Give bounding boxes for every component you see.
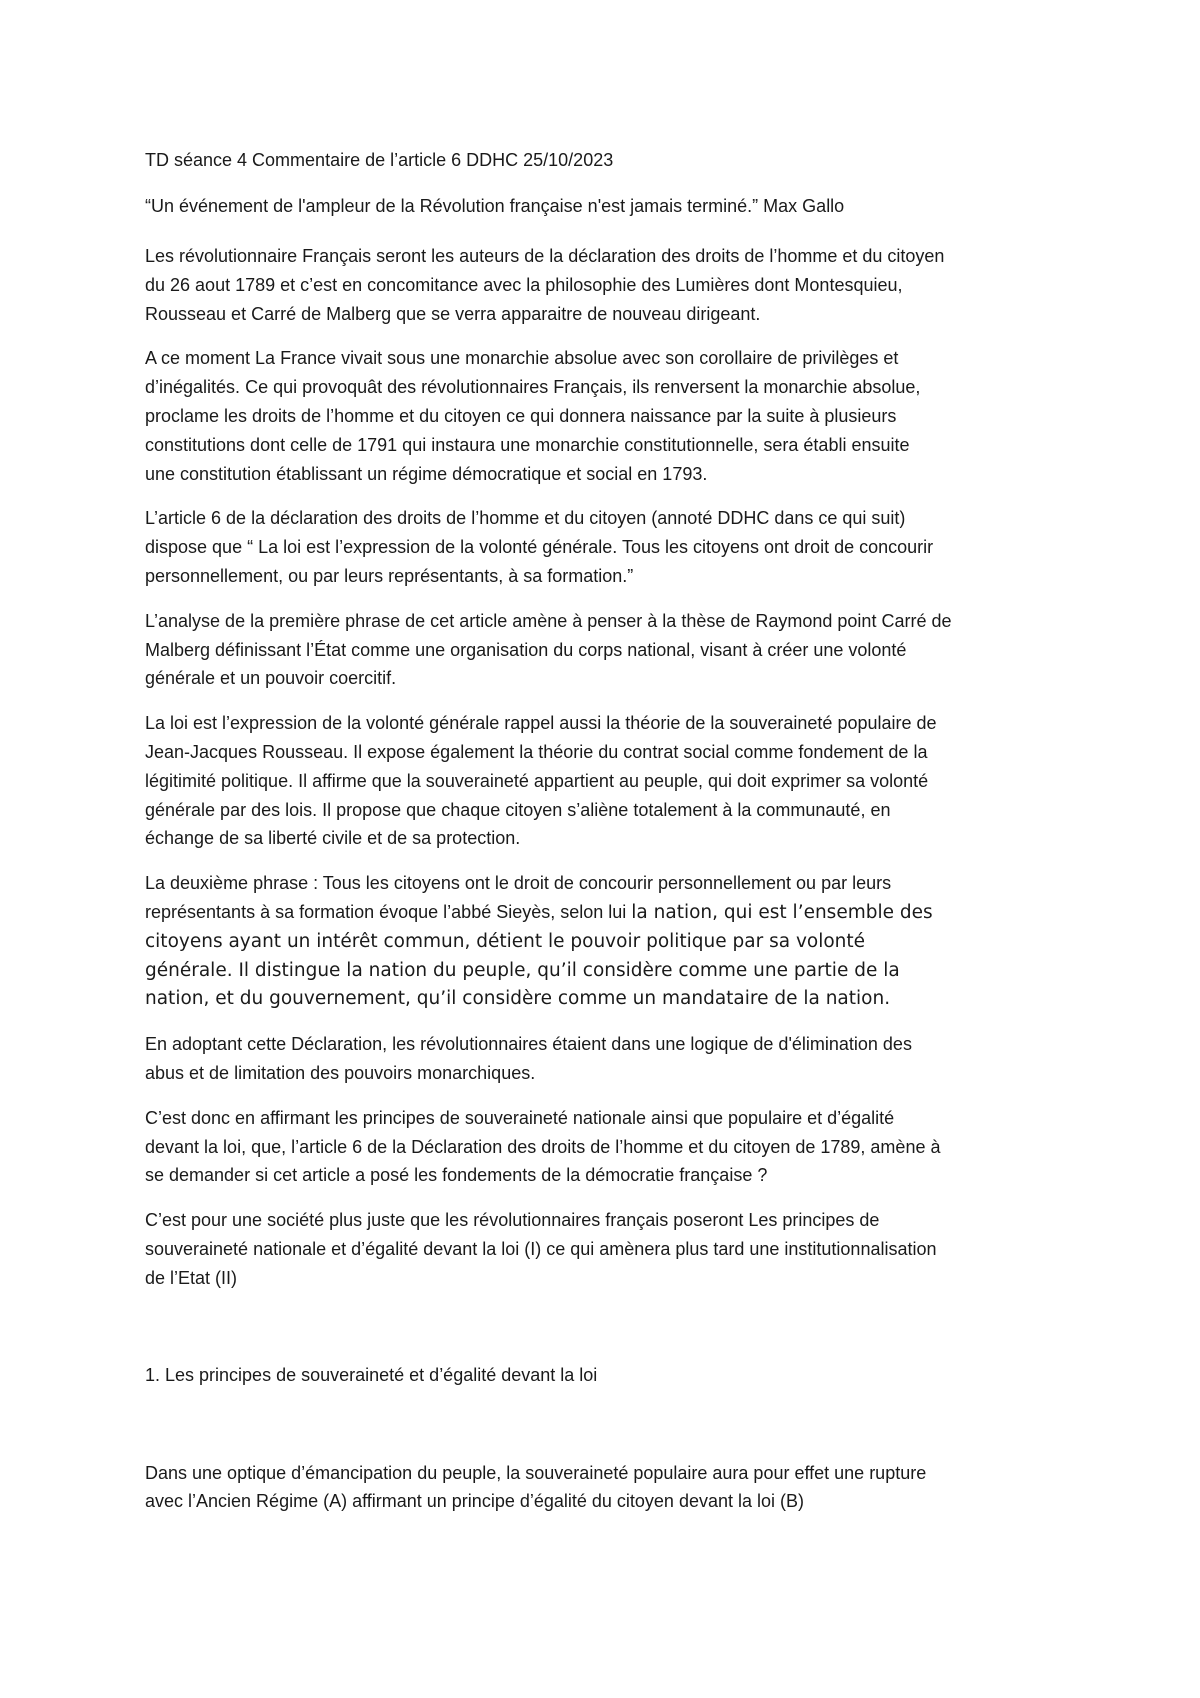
document-body [145,146,1065,1532]
text-line: souveraineté nationale et d’égalité devant la loi (I) ce qui amènera plus tard une institutionnalisation [145,1238,937,1259]
paragraph-intro [145,242,1065,328]
text-line: d’inégalités. Ce qui provoquât des révolutionnaires Français, ils renversent la monarchie absolue, [145,377,921,398]
text-line: L’article 6 de la déclaration des droits de l’homme et du citoyen (annoté DDHC dans ce qui suit) [145,508,906,529]
epigraph-quote: “Un événement de l'ampleur de la Révolution française n'est jamais terminé.” Max Gallo [145,196,845,216]
text-line: de l’Etat (II) [145,1267,238,1288]
text-line: La deuxième phrase : Tous les citoyens ont le droit de concourir personnellement ou par leurs [145,873,892,894]
text-line: Rousseau et Carré de Malberg que se verra apparaitre de nouveau dirigeant. [145,303,761,324]
text-line: Dans une optique d’émancipation du peuple, la souveraineté populaire aura pour effet une rupture [145,1462,927,1483]
text-line: En adoptant cette Déclaration, les révolutionnaires étaient dans une logique de d'élimination des [145,1034,912,1055]
text-line: personnellement, ou par leurs représentants, à sa formation.” [145,565,634,586]
text-line: dispose que “ La loi est l’expression de la volonté générale. Tous les citoyens ont droit de concourir [145,537,934,558]
text-line: Malberg définissant l’État comme une organisation du corps national, visant à créer une volonté [145,639,907,660]
text-line: nation, et du gouvernement, qu’il considère comme un mandataire de la nation. [145,988,891,1010]
paragraph-second-sentence [145,869,1065,1014]
document-title: TD séance 4 Commentaire de l’article 6 DDHC 25/10/2023 [145,150,614,170]
text-line: générale. Il distingue la nation du peuple, qu’il considère comme une partie de la [145,959,900,981]
paragraph-declaration [145,1030,1065,1088]
text-line: proclame les droits de l’homme et du citoyen ce qui donnera naissance par la suite à plusieurs [145,405,897,426]
section-heading: 1. Les principes de souveraineté et d’égalité devant la loi [145,1364,598,1385]
text-line: citoyens ayant un intérêt commun, détient le pouvoir politique par sa volonté [145,930,866,952]
text-line: Jean-Jacques Rousseau. Il expose également la théorie du contrat social comme fondement de la [145,741,928,762]
text-line: se demander si cet article a posé les fondements de la démocratie française ? [145,1165,768,1186]
paragraph-plan [145,1206,1065,1292]
paragraph-article-6 [145,504,1065,590]
section-intro [145,1459,1065,1517]
text-line: une constitution établissant un régime démocratique et social en 1793. [145,463,708,484]
text-line: échange de sa liberté civile et de sa protection. [145,828,521,849]
text-line: constitutions dont celle de 1791 qui instaura une monarchie constitutionnelle, sera établi ensuite [145,434,910,455]
text-line: du 26 aout 1789 et c’est en concomitance avec la philosophie des Lumières dont Montesquieu, [145,274,903,295]
text-segment: la nation, qui est l’ensemble des [631,901,933,923]
text-line: abus et de limitation des pouvoirs monarchiques. [145,1062,536,1083]
text-line: légitimité politique. Il affirme que la souveraineté appartient au peuple, qui doit exprimer sa volonté [145,770,929,791]
paragraph-first-sentence [145,607,1065,693]
text-line: C’est donc en affirmant les principes de souveraineté nationale ainsi que populaire et d’égalité [145,1107,895,1128]
text-line: devant la loi, que, l’article 6 de la Déclaration des droits de l’homme et du citoyen de 1789, amène à [145,1136,941,1157]
text-line: A ce moment La France vivait sous une monarchie absolue avec son corollaire de privilèges et [145,348,899,369]
paragraph-rousseau [145,709,1065,853]
paragraph-problematique [145,1104,1065,1190]
text-line: générale par des lois. Il propose que chaque citoyen s’aliène totalement à la communauté, en [145,799,891,820]
text-segment: représentants à sa formation évoque l’abbé Sieyès, selon lui [145,901,632,922]
text-line: Les révolutionnaire Français seront les auteurs de la déclaration des droits de l’homme et du citoyen [145,246,945,266]
text-line: générale et un pouvoir coercitif. [145,668,397,689]
text-line: avec l’Ancien Régime (A) affirmant un principe d’égalité du citoyen devant la loi (B) [145,1491,805,1512]
text-line [145,898,1065,928]
text-line: La loi est l’expression de la volonté générale rappel aussi la théorie de la souveraineté populaire de [145,713,937,734]
text-line: C’est pour une société plus juste que les révolutionnaires français poseront Les principes de [145,1210,880,1231]
paragraph-context [145,344,1065,488]
text-line: L’analyse de la première phrase de cet article amène à penser à la thèse de Raymond point Carré de [145,610,952,631]
